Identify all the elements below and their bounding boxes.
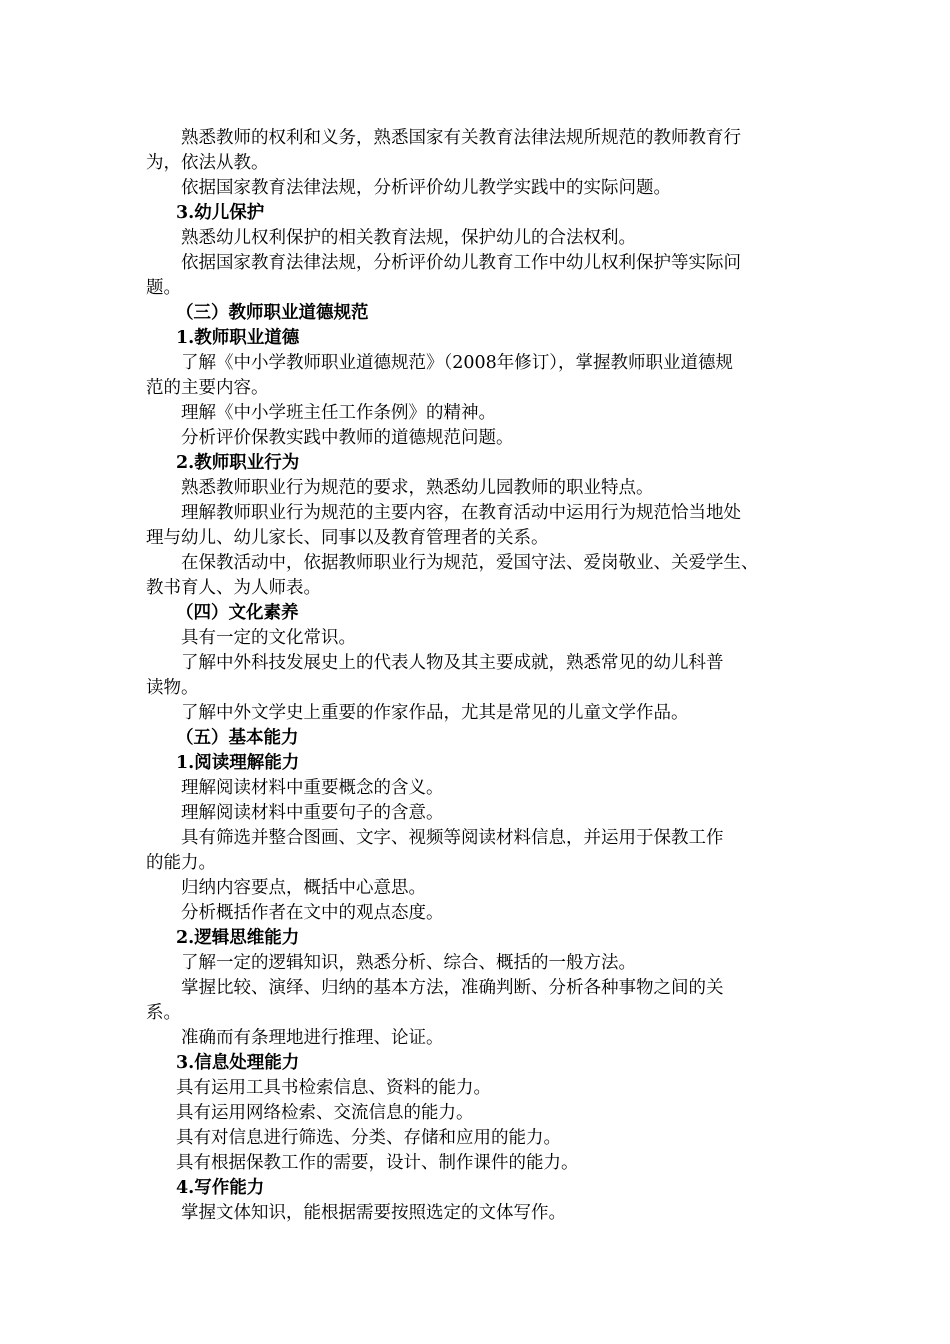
paragraph-line: 理与幼儿、幼儿家长、同事以及教育管理者的关系。: [146, 528, 549, 548]
section-heading: 1.教师职业道德: [176, 328, 300, 348]
paragraph-line: 依据国家教育法律法规，分析评价幼儿教育工作中幼儿权利保护等实际问: [181, 253, 741, 273]
paragraph-line: 具有根据保教工作的需要，设计、制作课件的能力。: [176, 1153, 579, 1173]
paragraph-line: 理解阅读材料中重要句子的含意。: [181, 803, 444, 823]
paragraph-line: 为，依法从教。: [146, 153, 269, 173]
paragraph-line: 具有对信息进行筛选、分类、存储和应用的能力。: [176, 1128, 561, 1148]
paragraph-line: 了解一定的逻辑知识，熟悉分析、综合、概括的一般方法。: [181, 953, 636, 973]
paragraph-line: 理解《中小学班主任工作条例》的精神。: [181, 403, 496, 423]
section-heading: 2.教师职业行为: [176, 453, 300, 473]
paragraph-line: 具有运用工具书检索信息、资料的能力。: [176, 1078, 491, 1098]
paragraph-line: 具有筛选并整合图画、文字、视频等阅读材料信息，并运用于保教工作: [181, 828, 724, 848]
paragraph-line: 准确而有条理地进行推理、论证。: [181, 1028, 444, 1048]
paragraph-line: 分析概括作者在文中的观点态度。: [181, 903, 444, 923]
paragraph-line: 了解中外文学史上重要的作家作品，尤其是常见的儿童文学作品。: [181, 703, 689, 723]
paragraph-line: 分析评价保教实践中教师的道德规范问题。: [181, 428, 514, 448]
paragraph-line: 具有一定的文化常识。: [181, 628, 356, 648]
section-heading: 3.信息处理能力: [176, 1053, 300, 1073]
paragraph-line: 理解教师职业行为规范的主要内容，在教育活动中运用行为规范恰当地处: [181, 503, 741, 523]
paragraph-line: 范的主要内容。: [146, 378, 269, 398]
section-heading: 2.逻辑思维能力: [176, 928, 300, 948]
paragraph-line: 读物。: [146, 678, 199, 698]
paragraph-line: 掌握文体知识，能根据需要按照选定的文体写作。: [181, 1203, 566, 1223]
paragraph-line: 在保教活动中，依据教师职业行为规范，爱国守法、爱岗敬业、关爱学生、: [181, 553, 759, 573]
section-heading: （五）基本能力: [176, 728, 299, 748]
section-heading: 4.写作能力: [176, 1178, 265, 1198]
paragraph-line: 理解阅读材料中重要概念的含义。: [181, 778, 444, 798]
section-heading: （三）教师职业道德规范: [176, 303, 369, 323]
paragraph-line: 熟悉教师的权利和义务，熟悉国家有关教育法律法规所规范的教师教育行: [181, 128, 741, 148]
paragraph-line: 了解《中小学教师职业道德规范》（2008年修订），掌握教师职业道德规: [181, 353, 734, 373]
paragraph-line: 熟悉教师职业行为规范的要求，熟悉幼儿园教师的职业特点。: [181, 478, 654, 498]
section-heading: 1.阅读理解能力: [176, 753, 300, 773]
paragraph-line: 题。: [146, 278, 181, 298]
paragraph-line: 教书育人、为人师表。: [146, 578, 321, 598]
section-heading: （四）文化素养: [176, 603, 299, 623]
paragraph-line: 依据国家教育法律法规，分析评价幼儿教学实践中的实际问题。: [181, 178, 671, 198]
paragraph-line: 熟悉幼儿权利保护的相关教育法规，保护幼儿的合法权利。: [181, 228, 636, 248]
paragraph-line: 系。: [146, 1003, 181, 1023]
section-heading: 3.幼儿保护: [176, 203, 265, 223]
paragraph-line: 了解中外科技发展史上的代表人物及其主要成就，熟悉常见的幼儿科普: [181, 653, 724, 673]
paragraph-line: 具有运用网络检索、交流信息的能力。: [176, 1103, 474, 1123]
paragraph-line: 归纳内容要点，概括中心意思。: [181, 878, 426, 898]
paragraph-line: 掌握比较、演绎、归纳的基本方法，准确判断、分析各种事物之间的关: [181, 978, 724, 998]
paragraph-line: 的能力。: [146, 853, 216, 873]
